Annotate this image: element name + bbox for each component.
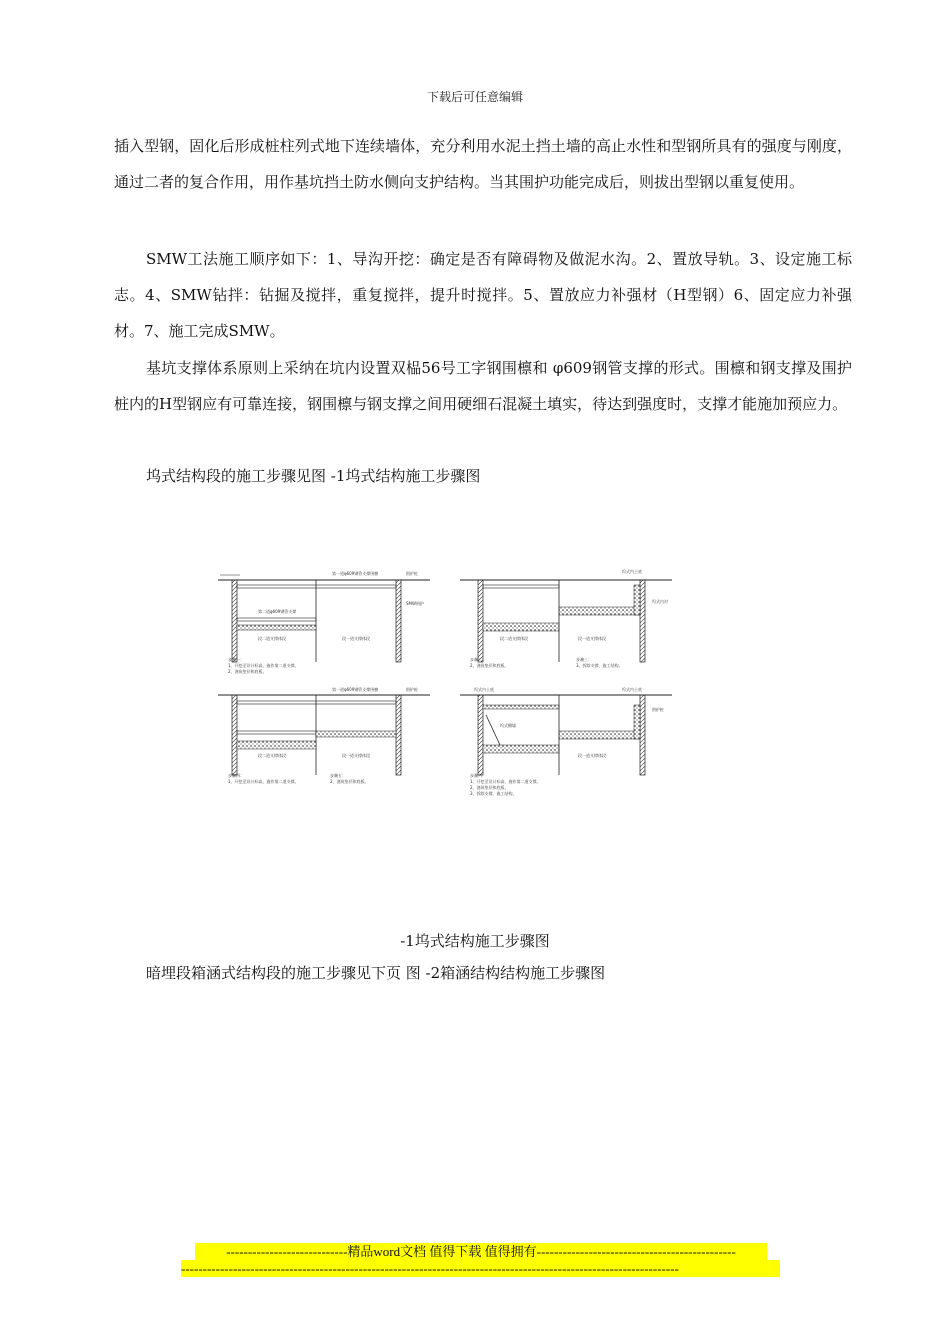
note-5a: 2、浇筑垫层和底板。 [330, 779, 369, 784]
note-6a: 1、开挖至设计标高，施作第二道支撑。 [470, 779, 541, 784]
label-top-strut-c: 第一道φ609钢管支撑围檩 [332, 687, 379, 692]
label-step2: 步骤二： [470, 657, 486, 662]
step-panel-3 [218, 686, 430, 784]
step-panel-1 [218, 570, 430, 674]
label-seg1-c: 段一道支撑体段 [342, 753, 370, 758]
paragraph-4 [114, 458, 852, 494]
label-step1: 步骤一： [228, 657, 244, 662]
paragraph-3-text: 基坑支撑体系原则上采纳在坑内设置双榀56号工字钢围檩和 φ609钢管支撑的形式。围檩和钢支撑及围护桩内的H型钢应有可靠连接，钢围檩与钢支撑之间用硬细石混凝土填实，待达到强度时，支撑才能施加预应力。 [114, 359, 852, 413]
label-seg2-c: 段二道支撑体段 [258, 753, 286, 758]
label-seg1-d: 段一道支撑体段 [578, 753, 606, 758]
footer-banner-line-2: ------------------------------------------------------------------------------------------------------------------- [181, 1260, 780, 1277]
label-liner-d: 围护桩 [652, 707, 664, 712]
note-4a: 1、开挖至设计标高，施作第二道支撑。 [228, 779, 299, 784]
label-seg2: 段二道支撑体段 [258, 636, 286, 641]
label-top-strut: 第一道φ609钢管支撑围檩 [332, 571, 379, 576]
label-step4: 步骤四： [228, 773, 244, 778]
paragraph-3 [114, 350, 852, 422]
label-seg1-b: 段一道支撑体段 [578, 636, 606, 641]
page-header: 下载后可任意编辑 [426, 90, 523, 104]
step-panel-2 [460, 568, 672, 668]
step-panel-4 [460, 686, 672, 796]
label-step3: 步骤三： [576, 657, 592, 662]
note-6c: 3、拆除支撑，施工结构。 [470, 791, 517, 796]
label-liner: 围护桩 [406, 571, 418, 576]
note-1b: 2、浇筑垫层和底板。 [228, 669, 267, 674]
paragraph-4-text: 坞式结构段的施工步骤见图 -1坞式结构施工步骤图 [146, 467, 481, 485]
label-seg2-b: 段二道支撑体段 [500, 636, 528, 641]
note-2a: 2、浇筑垫层和底板。 [470, 663, 509, 668]
construction-steps-diagram [210, 565, 700, 803]
label-step6: 步骤六： [470, 773, 486, 778]
label-second-strut: 第二道φ609钢管支撑 [258, 609, 297, 614]
label-seg1: 段一道支撑体段 [342, 636, 370, 641]
label-roof: 坞式内土底 [622, 569, 642, 574]
label-liner-c: 围护桩 [406, 687, 418, 692]
paragraph-5: 暗埋段箱涵式结构段的施工步骤见下页 图 -2箱涵结构结构施工步骤图 [146, 964, 606, 982]
paragraph-2-text: SMW工法施工顺序如下：1、导沟开挖：确定是否有障碍物及做泥水沟。2、置放导轨。3、设定施工标志。4、SMW钻拌：钻掘及搅拌，重复搅拌，提升时搅拌。5、置放应力补强材（H型钢）6、固定应力补强材。7、施工完成SMW。 [114, 250, 852, 340]
paragraph-1-text: 插入型钢，固化后形成桩柱列式地下连续墙体，充分利用水泥土挡土墙的高止水性和型钢所具有的强度与刚度，通过二者的复合作用，用作基坑挡土防水侧向支护结构。当其围护功能完成后，则拔出型钢以重复使用。 [114, 137, 852, 191]
note-1a: 1、开挖至设计标高，施作第二道支撑。 [228, 663, 299, 668]
label-side: 坞式侧墙 [500, 723, 516, 728]
construction-steps-figure [210, 565, 700, 803]
label-inner: 坞式内衬 [652, 599, 668, 604]
label-roof-d2: 坞式内土底 [622, 687, 642, 692]
note-3a: 3、拆除支撑，施工结构。 [576, 663, 623, 668]
label-wall: SMW围护 [406, 601, 424, 606]
label-step5: 步骤五： [330, 773, 346, 778]
note-6b: 2、浇筑垫层和底板。 [470, 785, 509, 790]
label-roof-d: 坞式内土底 [474, 687, 494, 692]
paragraph-2 [114, 241, 852, 349]
figure-caption: -1坞式结构施工步骤图 [400, 932, 550, 950]
footer-banner-line-1: ----------------------------精品word文档 值得下载 值得拥有---------------------------------------------- [195, 1243, 767, 1260]
paragraph-1 [114, 128, 852, 200]
